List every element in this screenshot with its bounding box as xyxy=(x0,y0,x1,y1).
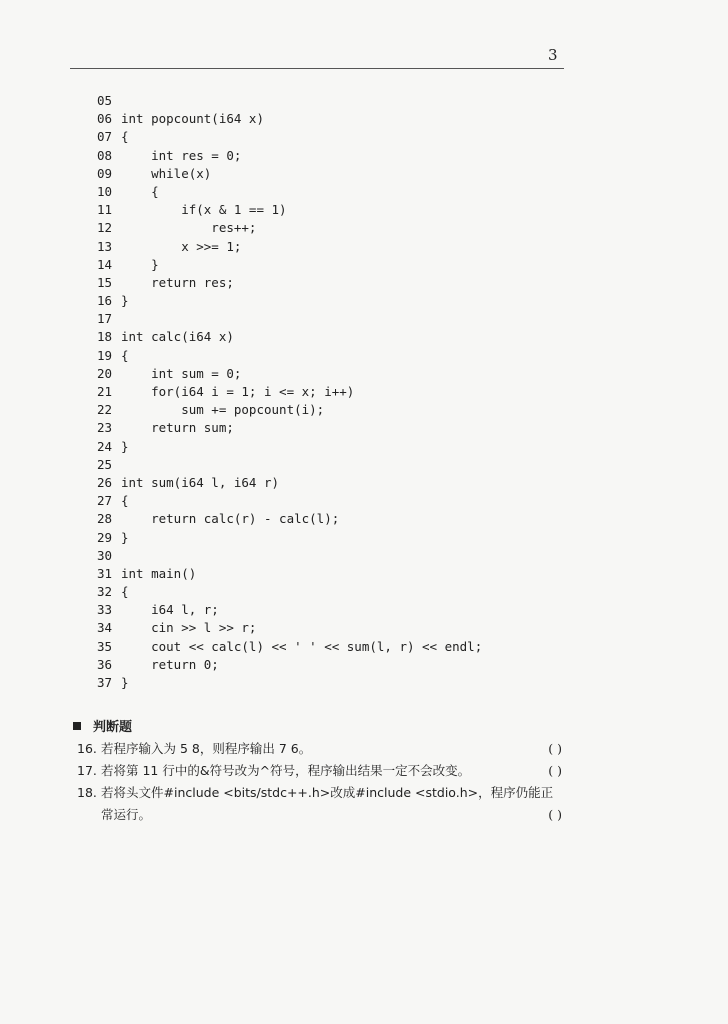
answer-blank: ( ) xyxy=(548,763,562,778)
code-line xyxy=(97,674,482,692)
code-text: int res = 0; xyxy=(121,147,242,163)
code-text: } xyxy=(121,293,129,309)
code-line xyxy=(97,310,482,328)
question-number: 17. xyxy=(77,763,97,778)
code-line xyxy=(97,583,482,601)
line-number: 31 xyxy=(97,565,113,581)
code-text: { xyxy=(121,493,129,509)
code-text: } xyxy=(121,675,129,690)
line-number: 09 xyxy=(97,165,113,181)
code-text: for(i64 i = 1; i <= x; i++) xyxy=(121,384,355,399)
code-text: } xyxy=(121,256,159,272)
code-line xyxy=(97,92,482,110)
line-number: 29 xyxy=(97,529,113,545)
line-number: 13 xyxy=(97,238,113,254)
line-number: 22 xyxy=(97,402,113,418)
code-line xyxy=(97,365,482,383)
line-number: 35 xyxy=(97,638,113,654)
question-17 xyxy=(77,760,562,782)
line-number: 07 xyxy=(97,129,113,145)
question-list xyxy=(77,738,562,826)
question-number: 16. xyxy=(77,741,97,756)
code-text: return res; xyxy=(121,274,234,290)
line-number: 37 xyxy=(97,675,113,690)
line-number: 12 xyxy=(97,220,113,236)
question-number: 18. xyxy=(77,785,97,800)
code-line xyxy=(97,638,482,656)
code-text: return calc(r) - calc(l); xyxy=(121,511,340,527)
code-line xyxy=(97,510,482,528)
line-number: 33 xyxy=(97,602,113,618)
code-text: if(x & 1 == 1) xyxy=(121,202,287,218)
code-block xyxy=(97,92,482,692)
code-line xyxy=(97,401,482,419)
line-number: 25 xyxy=(97,456,113,472)
answer-blank: ( ) xyxy=(548,741,562,756)
line-number: 10 xyxy=(97,183,113,199)
line-number: 34 xyxy=(97,620,113,636)
line-number: 28 xyxy=(97,511,113,527)
code-line xyxy=(97,256,482,274)
code-line xyxy=(97,547,482,565)
code-line xyxy=(97,456,482,474)
code-line xyxy=(97,110,482,128)
code-line xyxy=(97,165,482,183)
code-text: int sum = 0; xyxy=(121,365,242,381)
code-line xyxy=(97,128,482,146)
question-text: 若将第 11 行中的&符号改为^符号，程序输出结果一定不会改变。 xyxy=(101,763,471,778)
code-text: return 0; xyxy=(121,656,219,672)
code-text: res++; xyxy=(121,220,257,236)
question-text: 若程序输入为 5 8，则程序输出 7 6。 xyxy=(101,741,312,756)
line-number: 06 xyxy=(97,111,113,127)
line-number: 20 xyxy=(97,365,113,381)
line-number: 36 xyxy=(97,656,113,672)
code-text: { xyxy=(121,183,159,199)
line-number: 16 xyxy=(97,293,113,309)
code-line xyxy=(97,656,482,674)
question-text: 若将头文件#include <bits/stdc++.h>改成#include <stdio.h>，程序仍能正 xyxy=(101,785,554,800)
code-text: return sum; xyxy=(121,420,234,436)
question-18 xyxy=(77,782,562,804)
code-line xyxy=(97,183,482,201)
line-number: 14 xyxy=(97,256,113,272)
code-line xyxy=(97,619,482,637)
answer-blank: ( ) xyxy=(548,807,562,822)
line-number: 18 xyxy=(97,329,113,345)
line-number: 21 xyxy=(97,384,113,399)
code-text: int sum(i64 l, i64 r) xyxy=(121,474,280,490)
header-rule xyxy=(70,68,564,69)
code-line xyxy=(97,565,482,583)
code-text: cout << calc(l) << ' ' << sum(l, r) << endl; xyxy=(121,638,483,654)
code-text: x >>= 1; xyxy=(121,238,242,254)
square-bullet-icon xyxy=(73,722,81,730)
code-line xyxy=(97,201,482,219)
line-number: 15 xyxy=(97,274,113,290)
question-16 xyxy=(77,738,562,760)
page-number: 3 xyxy=(548,46,558,64)
code-text: i64 l, r; xyxy=(121,602,219,618)
line-number: 23 xyxy=(97,420,113,436)
code-line xyxy=(97,219,482,237)
code-line xyxy=(97,474,482,492)
question-text-continued: 常运行。 xyxy=(101,807,152,822)
code-line xyxy=(97,601,482,619)
code-text: { xyxy=(121,347,129,363)
line-number: 27 xyxy=(97,493,113,509)
code-text: cin >> l >> r; xyxy=(121,620,257,636)
line-number: 08 xyxy=(97,147,113,163)
code-line xyxy=(97,438,482,456)
code-text: int main() xyxy=(121,565,197,581)
question-18-continued xyxy=(77,804,562,826)
line-number: 17 xyxy=(97,311,113,327)
code-text: int popcount(i64 x) xyxy=(121,111,264,127)
line-number: 24 xyxy=(97,438,113,454)
code-line xyxy=(97,529,482,547)
code-line xyxy=(97,347,482,365)
code-line xyxy=(97,492,482,510)
code-line xyxy=(97,274,482,292)
code-text: while(x) xyxy=(121,165,212,181)
section-title: 判断题 xyxy=(93,720,133,735)
code-line xyxy=(97,383,482,401)
code-line xyxy=(97,419,482,437)
code-line xyxy=(97,292,482,310)
code-line xyxy=(97,238,482,256)
line-number: 32 xyxy=(97,584,113,600)
code-text: int calc(i64 x) xyxy=(121,329,234,345)
code-text: } xyxy=(121,529,129,545)
code-text: { xyxy=(121,129,129,145)
code-text: { xyxy=(121,584,129,600)
section-heading xyxy=(73,716,132,735)
code-line xyxy=(97,147,482,165)
code-text: sum += popcount(i); xyxy=(121,402,325,418)
line-number: 30 xyxy=(97,547,113,563)
line-number: 19 xyxy=(97,347,113,363)
line-number: 11 xyxy=(97,202,113,218)
code-line xyxy=(97,328,482,346)
line-number: 05 xyxy=(97,93,113,108)
line-number: 26 xyxy=(97,474,113,490)
code-text: } xyxy=(121,438,129,454)
